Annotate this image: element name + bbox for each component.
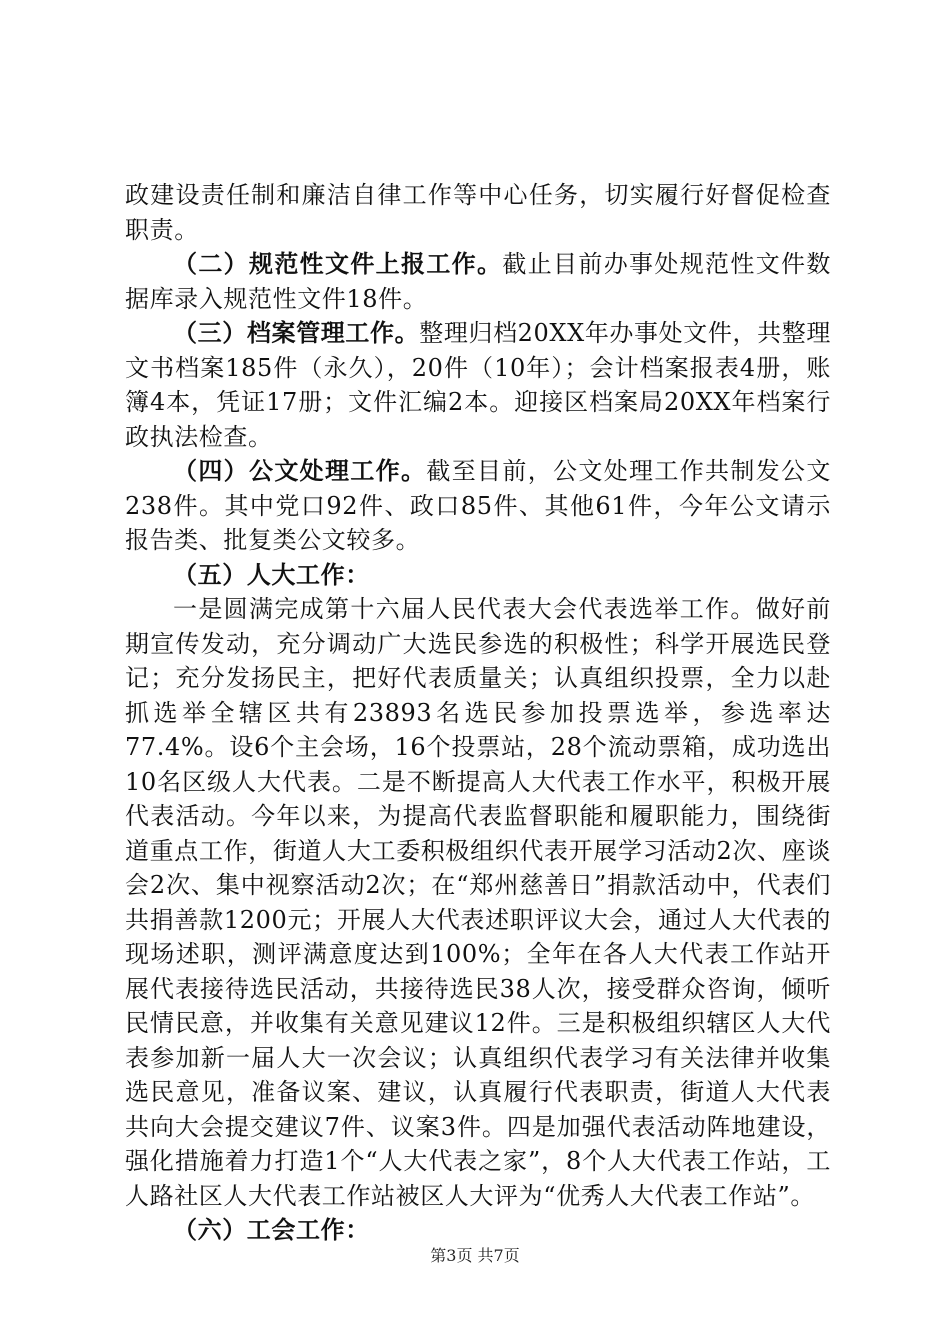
page-footer: 第3页 共7页 <box>430 1246 520 1265</box>
paragraph-4 <box>125 454 831 558</box>
paragraph-1-text: 政建设责任制和廉洁自律工作等中心任务，切实履行好督促检查职责。 <box>125 181 831 244</box>
paragraph-4-heading: （四）公文处理工作。 <box>173 456 427 485</box>
document-body <box>125 178 831 1248</box>
paragraph-6-text: 一是圆满完成第十六届人民代表大会代表选举工作。做好前期宣传发动，充分调动广大选民参选的积极性；科学开展选民登记；充分发扬民主，把好代表质量关；认真组织投票，全力以赴抓选举全辖区共有23893名选民参加投票选举，参选率达77.4%。设6个主会场，16个投票站，28个流动票箱，成功选出10名区级人大代表。二是不断提高人大代表工作水平，积极开展代表活动。今年以来，为提高代表监督职能和履职能力，围绕街道重点工作，街道人大工委积极组织代表开展学习活动2次、座谈会2次、集中视察活动2次；在“郑州慈善日”捐款活动中，代表们共捐善款1200元；开展人大代表述职评议大会，通过人大代表的现场述职，测评满意度达到100%；全年在各人大代表工作站开展代表接待选民活动，共接待选民38人次，接受群众咨询，倾听民情民意，并收集有关意见建议12件。三是积极组织辖区人大代表参加新一届人大一次会议；认真组织代表学习有关法律并收集选民意见，准备议案、建议，认真履行代表职责，街道人大代表共向大会提交建议7件、议案3件。四是加强代表活动阵地建设，强化措施着力打造1个“人大代表之家”，8个人大代表工作站，工人路社区人大代表工作站被区人大评为“优秀人大代表工作站”。 <box>125 595 831 1210</box>
paragraph-3-heading: （三）档案管理工作。 <box>173 318 420 347</box>
paragraph-2 <box>125 247 831 316</box>
paragraph-2-heading: （二）规范性文件上报工作。 <box>173 249 503 278</box>
paragraph-7-heading: （六）工会工作： <box>173 1215 370 1244</box>
paragraph-5-heading: （五）人大工作： <box>173 559 370 589</box>
paragraph-1 <box>125 178 831 247</box>
paragraph-3-text: 整理归档20XX年办事处文件，共整理文书档案185件（永久），20件（10年）；会计档案报表4册，账簿4本，凭证17册；文件汇编2本。迎接区档案局20XX年档案行政执法检查。 <box>125 319 831 451</box>
paragraph-2-text: 截止目前办事处规范性文件数据库录入规范性文件18件。 <box>125 250 831 313</box>
paragraph-5 <box>125 558 831 593</box>
paragraph-3 <box>125 316 831 454</box>
paragraph-6 <box>125 592 831 1213</box>
paragraph-4-text: 截至目前，公文处理工作共制发公文238件。其中党口92件、政口85件、其他61件，今年公文请示报告类、批复类公文较多。 <box>125 457 831 554</box>
